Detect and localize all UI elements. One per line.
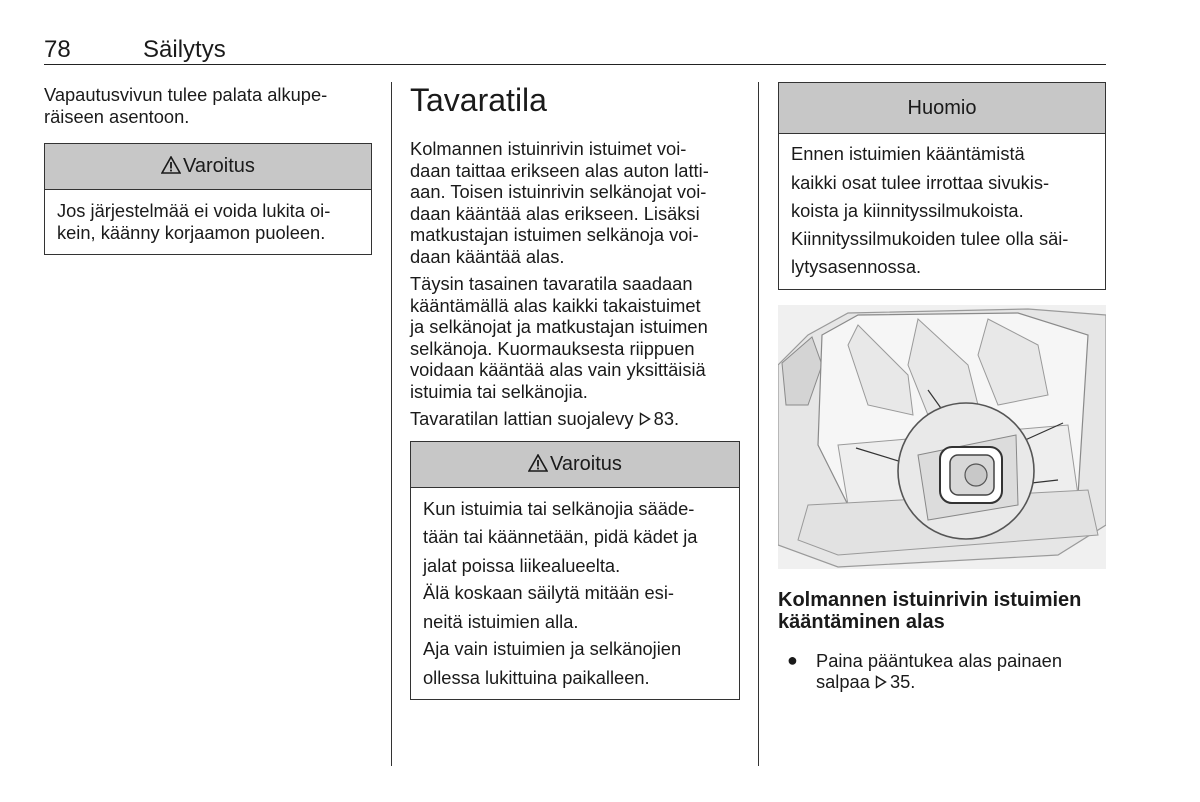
paragraph-3	[410, 408, 740, 430]
text-line: daan kääntää alas erikseen. Lisäksi	[410, 202, 700, 224]
notice-header: Huomio	[779, 83, 1105, 134]
intro-paragraph	[44, 84, 372, 127]
section-title: Säilytys	[143, 36, 226, 63]
warning-box	[44, 143, 372, 255]
text-line: aan. Toisen istuinrivin selkänojat voi-	[410, 181, 707, 202]
column-divider	[758, 82, 759, 766]
text-line: räiseen asentoon.	[44, 105, 190, 127]
text-line: kaikki osat tulee irrottaa sivukis-	[791, 171, 1050, 193]
page-reference[interactable]: 83.	[653, 408, 680, 429]
text-line: kääntämällä alas kaikki takaistuimet	[410, 294, 701, 316]
text-line: matkustajan istuimen selkänoja voi-	[410, 224, 699, 245]
notice-box	[778, 82, 1106, 290]
warning-title: Varoitus	[550, 452, 622, 475]
text-line: kääntäminen alas	[778, 611, 945, 633]
text-line: daan kääntää alas.	[410, 245, 565, 267]
text-line: Jos järjestelmää ei voida lukita oi-	[57, 200, 331, 221]
text-line: Kolmannen istuinrivin istuimet voi-	[410, 138, 687, 159]
page-reference-icon	[875, 672, 887, 686]
page-reference[interactable]: 35.	[889, 671, 916, 692]
warning-paragraph	[423, 638, 727, 688]
bullet-item	[778, 650, 1106, 693]
text-line: ja selkänojat ja matkustajan istuimen	[410, 316, 708, 337]
column-left	[44, 82, 372, 255]
notice-paragraph	[791, 228, 1093, 278]
text-line: Ennen istuimien kääntämistä	[791, 143, 1025, 164]
text-line: jalat poissa liikealueelta.	[423, 554, 621, 576]
page-reference-icon	[639, 409, 651, 423]
text-line: voidaan kääntää alas vain yksittäisiä	[410, 359, 706, 380]
text-line: Aja vain istuimien ja selkänojien	[423, 638, 682, 659]
warning-header	[45, 144, 371, 190]
column-divider	[391, 82, 392, 766]
column-right	[778, 82, 1106, 693]
text-line: ollessa lukittuina paikalleen.	[423, 666, 650, 688]
text-line: Kun istuimia tai selkänojia sääde-	[423, 497, 695, 519]
warning-header	[411, 442, 739, 488]
text-line: Täysin tasainen tavaratila saadaan	[410, 273, 693, 294]
warning-title: Varoitus	[183, 155, 255, 177]
text-line: Älä koskaan säilytä mitään esi-	[423, 582, 674, 603]
text-line: kein, käänny korjaamon puoleen.	[57, 221, 326, 243]
text-line: daan taittaa erikseen alas auton latti-	[410, 159, 709, 181]
text-line: Vapautusvivun tulee palata alkupe-	[44, 84, 328, 105]
text-line: Kolmannen istuinrivin istuimien	[778, 588, 1082, 611]
text-line: tään tai käännetään, pidä kädet ja	[423, 526, 698, 547]
text-line	[816, 671, 1106, 693]
warning-triangle-icon	[161, 146, 181, 191]
text-span: Tavaratilan lattian suojalevy	[410, 408, 634, 429]
text-line: lytysasennossa.	[791, 256, 922, 277]
text-line: selkänoja. Kuormauksesta riippuen	[410, 337, 695, 359]
text-span: salpaa	[816, 671, 870, 692]
warning-paragraph	[423, 582, 727, 632]
text-line: istuimia tai selkänojia.	[410, 380, 588, 402]
warning-body	[45, 190, 371, 254]
text-line: koista ja kiinnityssilmukoista.	[791, 200, 1024, 221]
warning-body	[411, 488, 739, 700]
text-line: neitä istuimien alla.	[423, 610, 579, 632]
subsection-heading	[778, 589, 1106, 634]
notice-paragraph	[791, 143, 1093, 222]
paragraph-2	[410, 273, 740, 402]
page-number: 78	[44, 36, 71, 63]
bullet-dot-icon: ●	[787, 649, 798, 670]
cargo-area-illustration	[778, 305, 1106, 569]
text-line: Kiinnityssilmukoiden tulee olla säi-	[791, 227, 1069, 249]
text-line: Paina pääntukea alas painaen	[816, 649, 1062, 671]
column-middle	[410, 82, 740, 700]
notice-body	[779, 134, 1105, 289]
page-header	[44, 34, 1106, 65]
paragraph-1	[410, 138, 740, 267]
section-heading: Tavaratila	[410, 82, 547, 118]
warning-box	[410, 441, 740, 701]
warning-paragraph	[423, 498, 727, 577]
warning-triangle-icon	[528, 444, 548, 489]
